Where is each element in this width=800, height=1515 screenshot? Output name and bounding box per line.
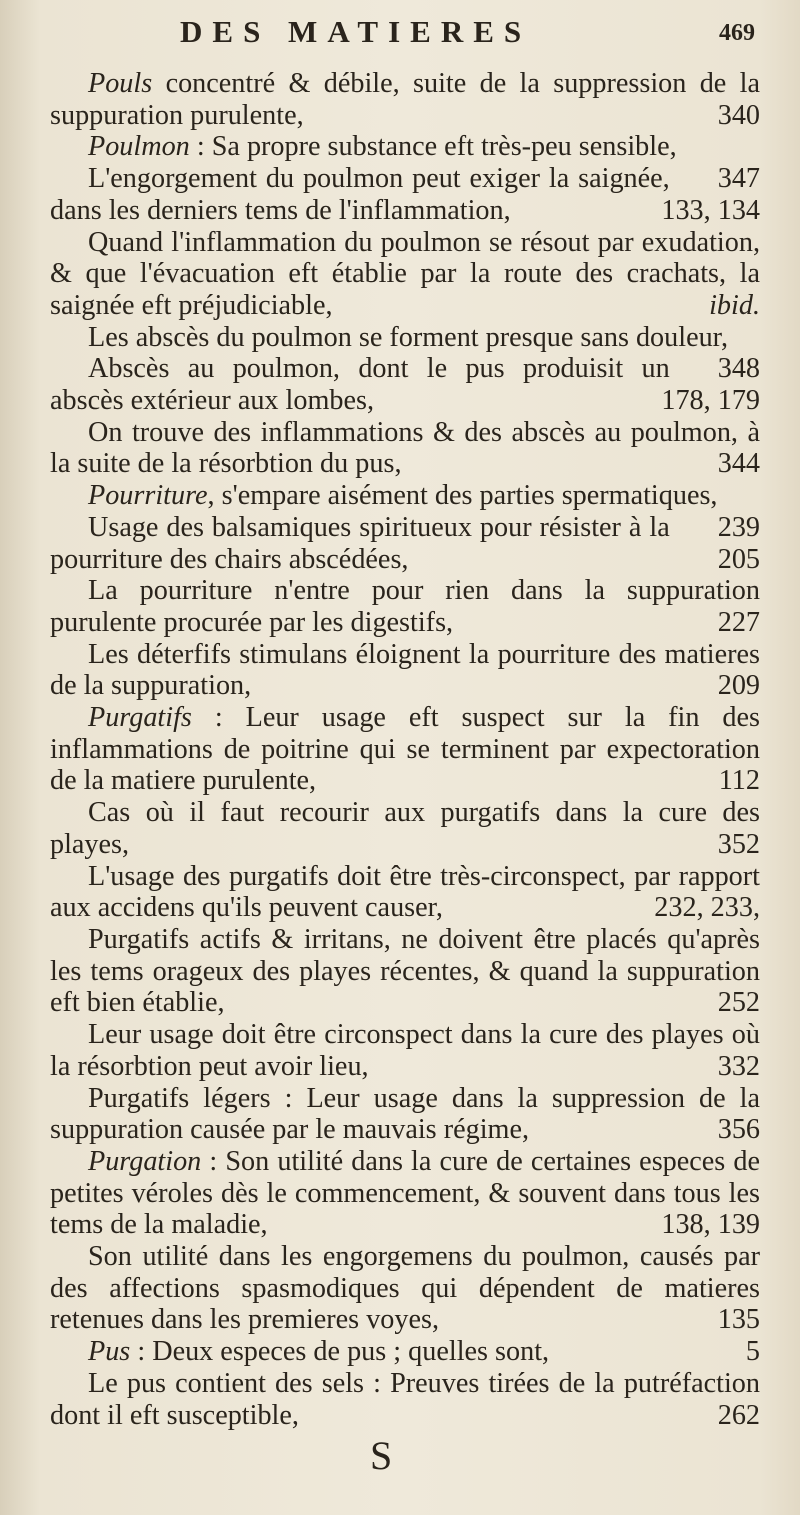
index-term: Pourriture (88, 480, 208, 512)
index-entry (50, 861, 760, 924)
index-text: concentré & débile, suite de la suppression de la suppuration purulente, (50, 68, 760, 131)
index-term: Pouls (88, 68, 153, 99)
index-entry (50, 639, 760, 702)
page-reference: 356 (717, 1114, 760, 1146)
page-reference: 112 (718, 765, 760, 797)
index-text: Abscès au poulmon, dont le pus produisit un abscès extérieur aux lombes, (50, 353, 670, 417)
index-text: Quand l'inflammation du poulmon se résout par exudation, & que l'évacuation eft établie par la route des crachats, la saignée eft préjudiciable, (50, 226, 760, 321)
index-text: Leur usage doit être circonspect dans la cure des playes où la résorbtion peut avoir lieu, (50, 1019, 760, 1082)
index-text: La pourriture n'entre pour rien dans la suppuration purulente procurée par les digestifs, (50, 575, 760, 638)
index-text: Son utilité dans les engorgemens du poulmon, causés par des affections spasmodiques qui dépendent de matieres retenues dans les premieres voyes, (50, 1241, 760, 1336)
index-entry (50, 68, 760, 131)
page-reference: 205 (717, 543, 760, 575)
index-entry (50, 702, 760, 797)
page-reference: 347 (717, 163, 760, 195)
index-entry (50, 417, 760, 480)
index-term: Pus (88, 1336, 131, 1368)
index-entry (50, 575, 760, 638)
page-reference: 348 (717, 353, 760, 385)
index-entry (50, 1146, 760, 1241)
index-text: : Deux especes de pus ; quelles sont, (130, 1336, 550, 1368)
index-entry (50, 1241, 760, 1336)
page-reference: 135 (717, 1304, 760, 1336)
index-entry (50, 1336, 760, 1368)
page-reference: ibid. (709, 289, 760, 321)
index-text: L'usage des purgatifs doit être très-circonspect, par rapport aux accidens qu'ils peuvent causer, (50, 860, 760, 924)
index-entry (50, 353, 760, 416)
index-text: On trouve des inflammations & des abscès au poulmon, à la suite de la résorbtion du pus, (50, 416, 760, 480)
index-entry (50, 163, 760, 226)
index-entry (50, 1368, 760, 1431)
index-text: Les abscès du poulmon se forment presque sans douleur, (88, 321, 728, 353)
index-term: Poulmon (88, 131, 190, 163)
signature-mark: S (370, 1433, 393, 1478)
index-text: Purgatifs légers : Leur usage dans la suppression de la suppuration causée par le mauvais régime, (50, 1082, 760, 1146)
page-header (60, 14, 755, 54)
index-term: Purgation (88, 1145, 202, 1177)
running-title: DES MATIERES (180, 14, 532, 49)
index-term: Purgatifs (88, 702, 192, 734)
index-entry (50, 1019, 760, 1082)
page-reference: 239 (717, 511, 760, 543)
page-number: 469 (719, 20, 755, 46)
index-text: L'engorgement du poulmon peut exiger la saignée, dans les derniers tems de l'inflammation, (50, 163, 670, 226)
page-reference: 252 (717, 987, 760, 1019)
page-reference: 138, 139 (661, 1209, 760, 1241)
page-reference: 133, 134 (661, 194, 760, 226)
index-text: : Leur usage eft suspect sur la fin des inflammations de poitrine qui se terminent par expectoration de la matiere purulente, (50, 702, 760, 797)
index-text: Cas où il faut recourir aux purgatifs dans la cure des playes, (50, 797, 760, 860)
index-text: : Sa propre substance eft très-peu sensible, (189, 131, 677, 163)
index-entry (50, 1083, 760, 1146)
index-entry (50, 227, 760, 322)
page-reference: 340 (717, 99, 760, 131)
page-reference: 352 (717, 828, 760, 860)
index-text: Les déterfifs stimulans éloignent la pourriture des matieres de la suppuration, (50, 638, 760, 702)
page-reference: 262 (717, 1399, 760, 1431)
page-reference: 332 (717, 1050, 760, 1082)
index-text (50, 68, 760, 1431)
page-reference: 232, 233, (654, 892, 760, 924)
page-reference: 5 (745, 1336, 760, 1368)
index-text: Purgatifs actifs & irritans, ne doivent être placés qu'après les tems orageux des playes récentes, & quand la suppuration eft bien établie, (50, 923, 760, 1019)
page-reference: 209 (717, 670, 760, 702)
page-reference: 227 (717, 606, 760, 638)
index-entry (50, 797, 760, 860)
index-entry (50, 924, 760, 1019)
index-entry (50, 512, 760, 575)
index-text: , s'empare aisément des parties spermatiques, (207, 480, 718, 512)
page-reference: 344 (717, 448, 760, 480)
index-text: Le pus contient des sels : Preuves tirées de la putréfaction dont il eft susceptible, (50, 1367, 760, 1431)
page-reference: 178, 179 (661, 385, 760, 417)
index-text: : Son utilité dans la cure de certaines especes de petites véroles dès le commencement, & souvent dans tous les tems de la maladie, (50, 1145, 760, 1241)
index-text: Usage des balsamiques spiritueux pour résister à la pourriture des chairs abscédées, (50, 511, 670, 575)
